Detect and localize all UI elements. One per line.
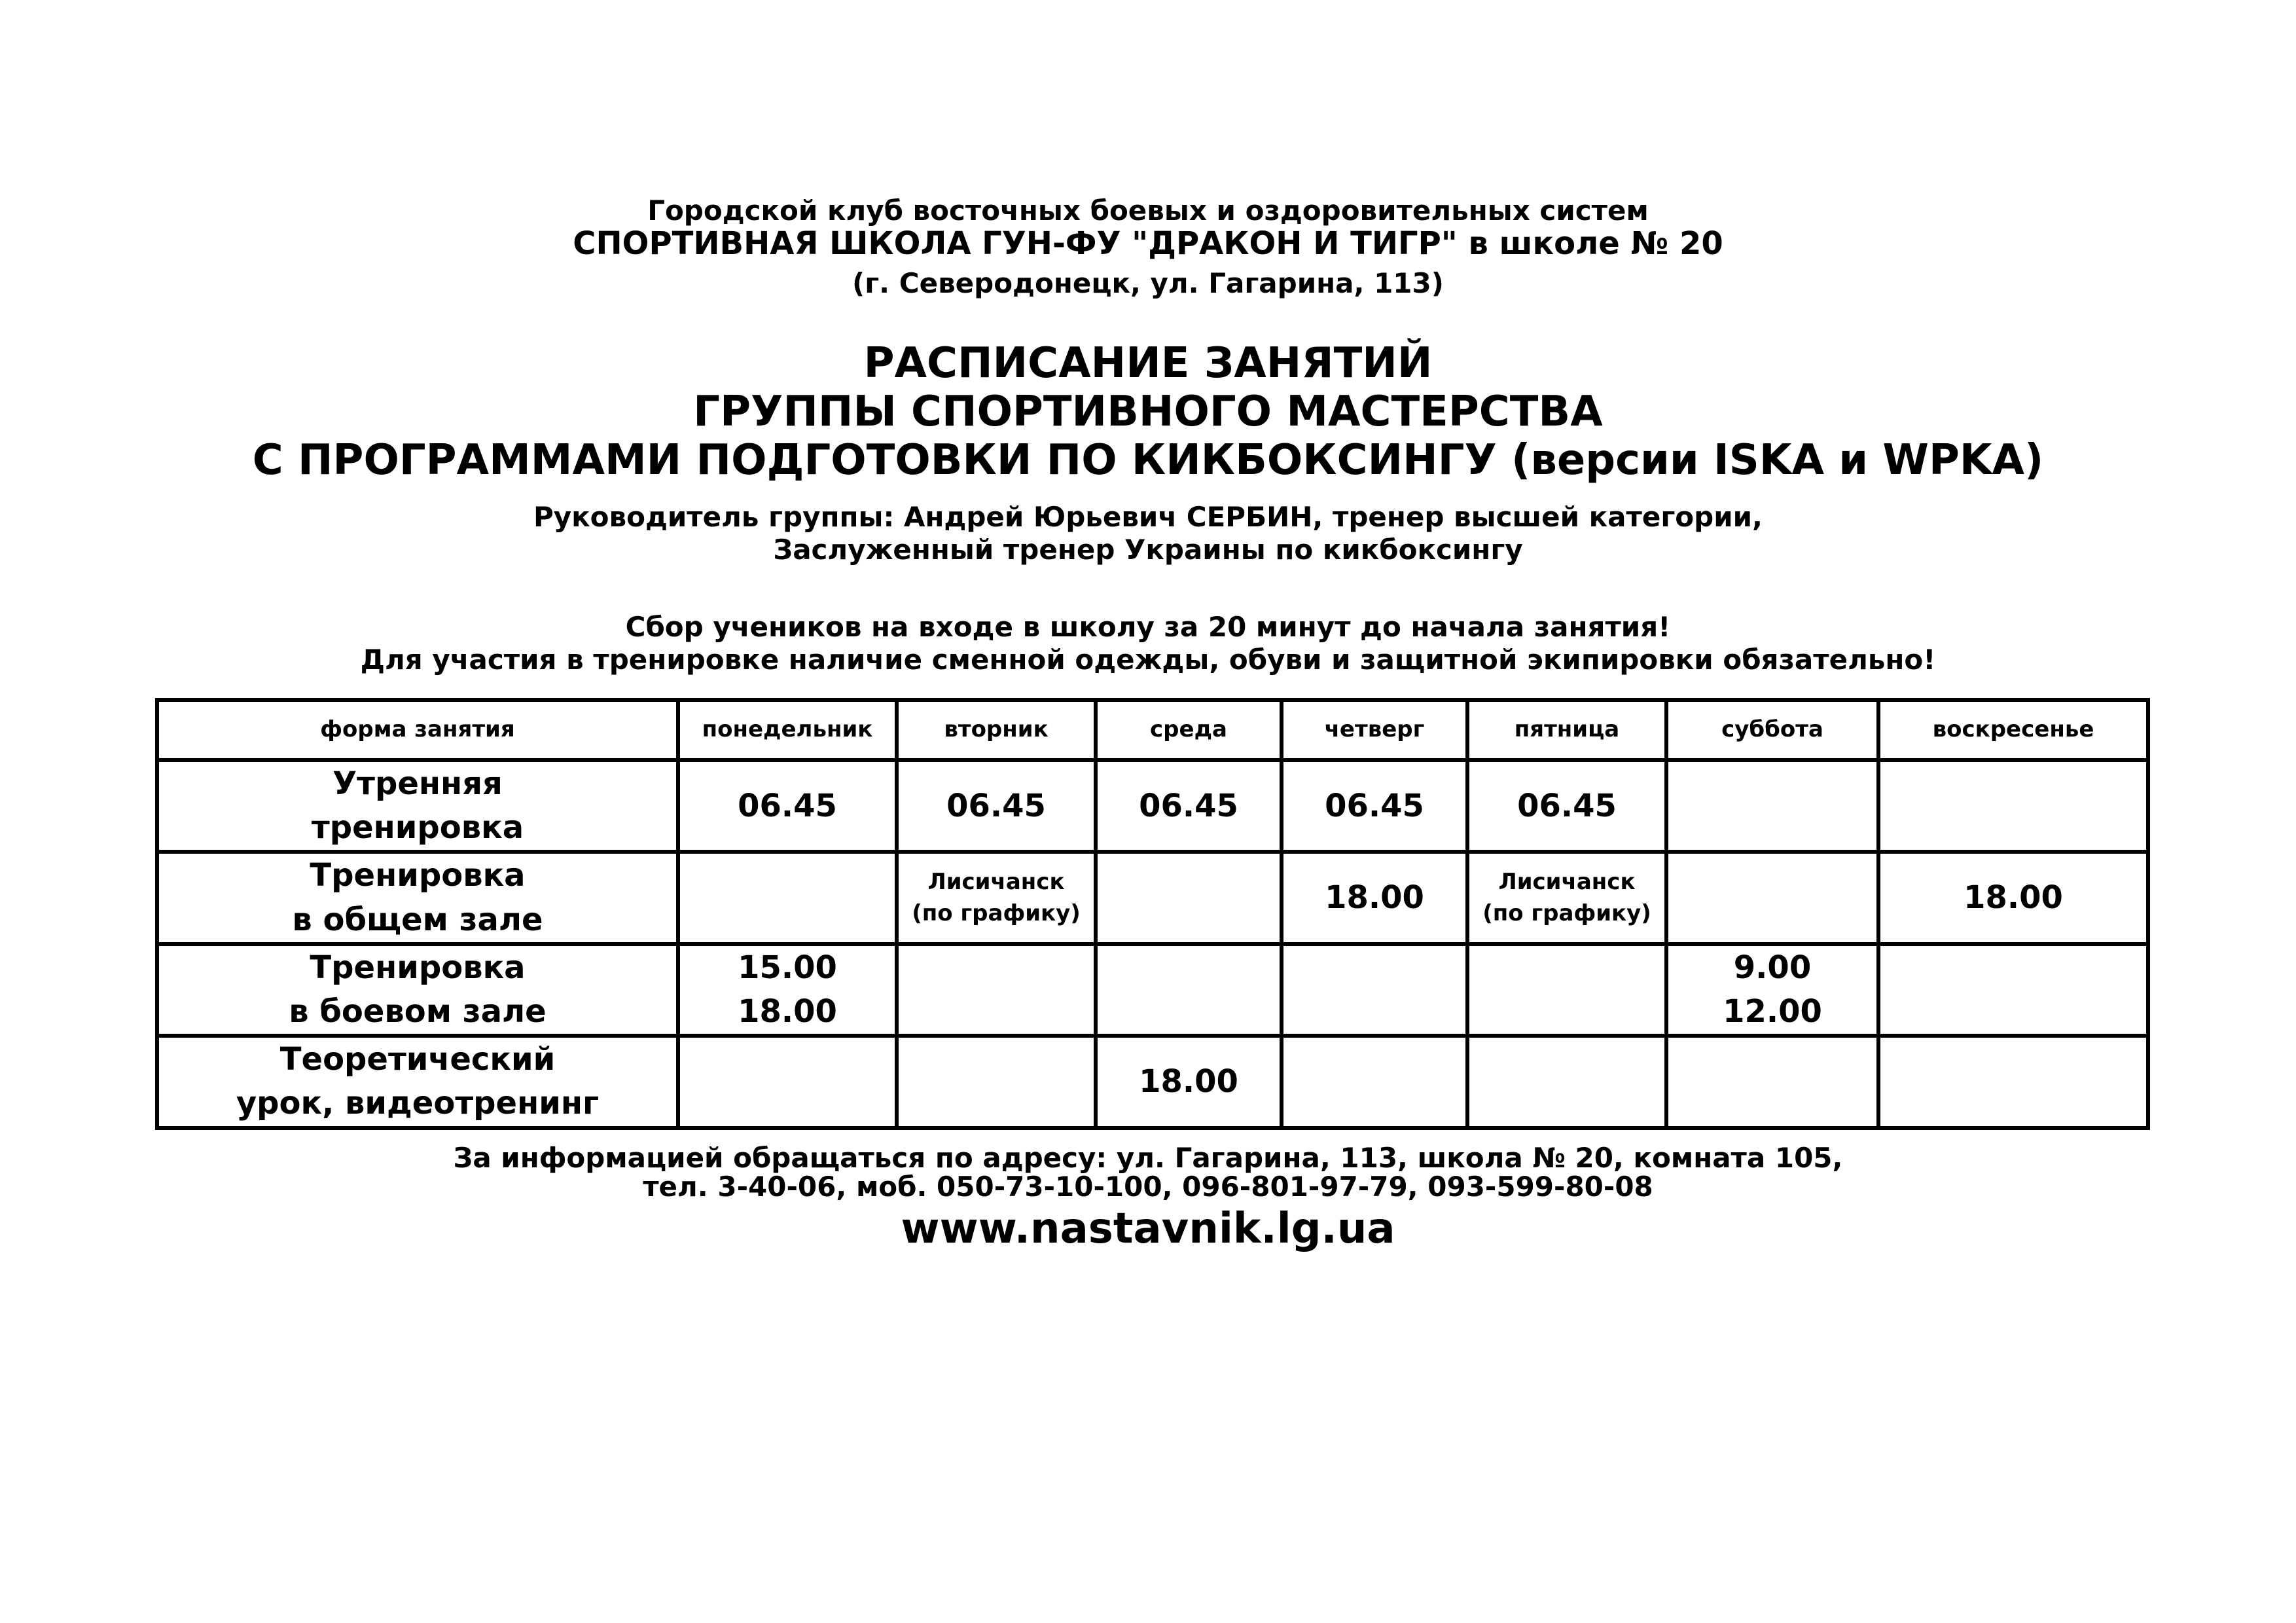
header-monday: понедельник: [678, 700, 897, 760]
time-value: 06.45: [1139, 787, 1238, 824]
form-cell: [157, 944, 678, 1036]
time-value: 06.45: [946, 787, 1046, 824]
time-cell-empty: [1666, 1036, 1878, 1127]
time-cell-empty: [1878, 760, 2148, 852]
school-name: СПОРТИВНАЯ ШКОЛА ГУН-ФУ "ДРАКОН И ТИГР" в школе № 20: [573, 225, 1723, 262]
time-cell-empty: [897, 944, 1096, 1036]
schedule-title-line-2: ГРУППЫ СПОРТИВНОГО МАСТЕРСТВА: [693, 388, 1603, 436]
time-value: 15.00: [738, 949, 837, 986]
location-name: Лисичанск: [1498, 868, 1636, 895]
school-address: (г. Северодонецк, ул. Гагарина, 113): [852, 267, 1444, 299]
location-cell: [1467, 852, 1666, 943]
time-cell-empty: [1282, 944, 1467, 1036]
time-value: 18.00: [738, 993, 837, 1030]
time-cell-empty: [897, 1036, 1096, 1127]
form-cell: [157, 852, 678, 943]
schedule-title-line-1: РАСПИСАНИЕ ЗАНЯТИЙ: [863, 339, 1433, 388]
notice-equipment: Для участия в тренировке наличие сменной одежды, обуви и защитной экипировки обязательно!: [360, 644, 1936, 676]
table-row: [157, 852, 2148, 943]
time-cell: [678, 944, 897, 1036]
time-value: 06.45: [738, 787, 837, 824]
form-label: урок, видеотренинг: [236, 1085, 600, 1122]
time-cell-empty: [1878, 1036, 2148, 1127]
schedule-title-line-3: С ПРОГРАММАМИ ПОДГОТОВКИ ПО КИКБОКСИНГУ (версии ISKA и WPKA): [252, 436, 2044, 484]
time-cell: [1878, 852, 2148, 943]
location-note: (по графику): [1482, 900, 1651, 926]
time-value: 18.00: [1964, 879, 2063, 916]
group-leader-line-2: Заслуженный тренер Украины по кикбоксингу: [773, 534, 1523, 566]
time-cell-empty: [678, 1036, 897, 1127]
time-cell: [1666, 944, 1878, 1036]
time-value: 18.00: [1325, 879, 1424, 916]
time-cell: [1096, 1036, 1282, 1127]
form-cell: [157, 760, 678, 852]
header-wednesday: среда: [1096, 700, 1282, 760]
form-label: в боевом зале: [289, 993, 547, 1030]
time-cell-empty: [1666, 760, 1878, 852]
time-cell-empty: [678, 852, 897, 943]
header-saturday: суббота: [1666, 700, 1878, 760]
form-label: Тренировка: [310, 857, 526, 894]
location-note: (по графику): [912, 900, 1081, 926]
table-row: [157, 760, 2148, 852]
form-cell: [157, 1036, 678, 1127]
time-value: 12.00: [1723, 993, 1822, 1030]
table-row: [157, 944, 2148, 1036]
header-thursday: четверг: [1282, 700, 1467, 760]
location-name: Лисичанск: [927, 868, 1065, 895]
group-leader-line-1: Руководитель группы: Андрей Юрьевич СЕРБИН, тренер высшей категории,: [533, 501, 1763, 533]
header-form: форма занятия: [157, 700, 678, 760]
notice-gathering: Сбор учеников на входе в школу за 20 минут до начала занятия!: [625, 611, 1671, 643]
time-cell-empty: [1282, 1036, 1467, 1127]
website-link[interactable]: www.nastavnik.lg.ua: [901, 1205, 1395, 1253]
form-label: Теоретический: [279, 1041, 556, 1078]
time-value: 06.45: [1325, 787, 1424, 824]
time-value: 9.00: [1733, 949, 1812, 986]
time-cell: [678, 760, 897, 852]
time-cell-empty: [1096, 852, 1282, 943]
form-label: в общем зале: [292, 901, 543, 938]
location-cell: [897, 852, 1096, 943]
time-value: 18.00: [1139, 1063, 1238, 1100]
time-cell: [1467, 760, 1666, 852]
time-cell: [1282, 852, 1467, 943]
time-cell-empty: [1467, 1036, 1666, 1127]
time-value: 06.45: [1517, 787, 1617, 824]
contact-address: За информацией обращаться по адресу: ул. Гагарина, 113, школа № 20, комната 105,: [453, 1142, 1843, 1174]
form-label: Утренняя: [332, 765, 503, 802]
schedule-header-row: [157, 700, 2148, 760]
schedule-table: [155, 698, 2150, 1130]
club-name: Городской клуб восточных боевых и оздоровительных систем: [647, 194, 1649, 227]
header-tuesday: вторник: [897, 700, 1096, 760]
form-label: тренировка: [311, 809, 524, 847]
time-cell-empty: [1467, 944, 1666, 1036]
header-sunday: воскресенье: [1878, 700, 2148, 760]
header-friday: пятница: [1467, 700, 1666, 760]
time-cell-empty: [1666, 852, 1878, 943]
contact-phones: тел. 3-40-06, моб. 050-73-10-100, 096-801-97-79, 093-599-80-08: [643, 1171, 1653, 1203]
time-cell: [1282, 760, 1467, 852]
time-cell: [897, 760, 1096, 852]
form-label: Тренировка: [310, 949, 526, 986]
time-cell-empty: [1096, 944, 1282, 1036]
time-cell-empty: [1878, 944, 2148, 1036]
table-row: [157, 1036, 2148, 1127]
time-cell: [1096, 760, 1282, 852]
